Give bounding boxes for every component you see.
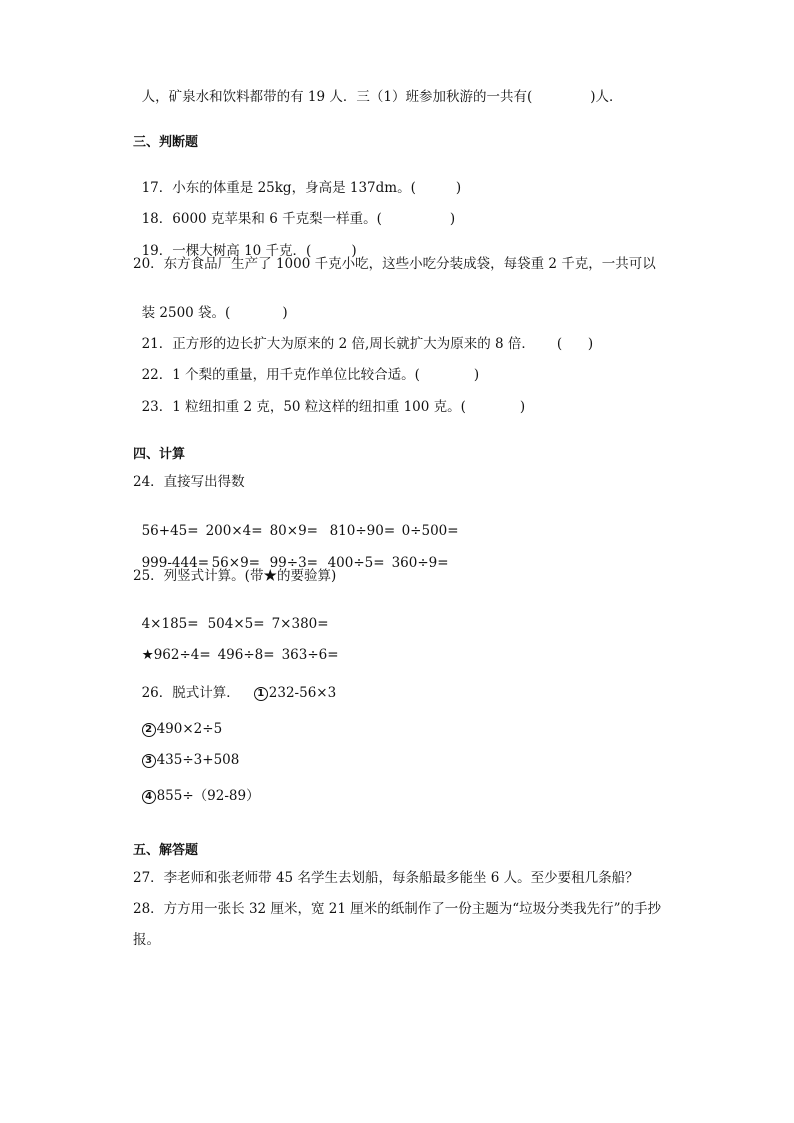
vertical-calc-row-2	[133, 628, 339, 664]
calc-item: 56×9=	[211, 555, 260, 571]
top-continuation-line	[133, 70, 623, 106]
circled-number: 4	[142, 790, 156, 804]
circled-number: 2	[142, 723, 156, 737]
question-26: 26．脱式计算． 1 232-56×3	[141, 685, 337, 701]
step-calc-3	[133, 733, 239, 769]
question-19: 19．一棵大树高 10 千克．( )	[141, 243, 357, 259]
question-24: 24．直接写出得数	[133, 474, 245, 490]
section-title-judgement: 三、判断题	[133, 135, 199, 150]
question-20-line1: 20．东方食品厂生产了 1000 千克小吃，这些小吃分装成袋，每袋重 2 千克，一共可以	[133, 256, 656, 272]
top-line-text: 人，矿泉水和饮料都带的有 19 人．三（1）班参加秋游的一共有(	[141, 89, 533, 105]
calc-item: 200×4=	[205, 523, 263, 539]
top-line-tail: )人．	[590, 89, 623, 105]
calc-item: 496÷8=	[217, 647, 275, 663]
question-18: 18．6000 克苹果和 6 千克梨一样重。( )	[141, 211, 456, 227]
calc-item: 99÷3=	[269, 555, 318, 571]
calc-item: 56+45=	[141, 523, 199, 539]
section-title-calculation: 四、计算	[133, 447, 186, 462]
question-23: 23．1 粒纽扣重 2 克，50 粒这样的纽扣重 100 克。( )	[141, 399, 526, 415]
question-27: 27．李老师和张老师带 45 名学生去划船，每条船最多能坐 6 人。至少要租几条船？	[133, 870, 639, 886]
question-28-line1: 28．方方用一张长 32 厘米，宽 21 厘米的纸制作了一份主题为“垃圾分类我先行”的手抄	[133, 901, 662, 917]
step-expression: 490×2÷5	[156, 721, 223, 737]
calc-item: 363÷6=	[281, 647, 339, 663]
question-28-line2: 报。	[133, 932, 160, 948]
circled-number: 3	[142, 754, 156, 768]
oral-calc-row-1	[133, 504, 459, 540]
step-expression: 435÷3+508	[156, 752, 240, 768]
question-25: 25．列竖式计算。(带★的要验算)	[133, 568, 337, 584]
calc-item: ★962÷4=	[141, 647, 211, 663]
calc-item: 999-444=	[141, 555, 210, 571]
step-expression: 232-56×3	[268, 685, 337, 701]
circled-number: 1	[254, 687, 268, 701]
calc-item: 7×380=	[271, 616, 329, 632]
calc-item: 400÷5=	[327, 555, 385, 571]
question-20-line2: 装 2500 袋。( )	[141, 305, 288, 321]
step-calc-4	[133, 769, 260, 805]
question-22: 22．1 个梨的重量，用千克作单位比较合适。( )	[141, 367, 480, 383]
calc-item: 0÷500=	[401, 523, 459, 539]
calc-item: 4×185=	[141, 616, 199, 632]
calc-item: 810÷90=	[329, 523, 396, 539]
question-17: 17．小东的体重是 25kg，身高是 137dm。( )	[141, 180, 462, 196]
question-21: 21．正方形的边长扩大为原来的 2 倍,周长就扩大为原来的 8 倍． ( )	[141, 336, 594, 352]
section-title-word-problems: 五、解答题	[133, 843, 199, 858]
calc-item: 80×9=	[269, 523, 318, 539]
calc-item: 504×5=	[207, 616, 265, 632]
calc-item: 360÷9=	[391, 555, 449, 571]
step-expression: 855÷（92-89）	[156, 788, 260, 804]
